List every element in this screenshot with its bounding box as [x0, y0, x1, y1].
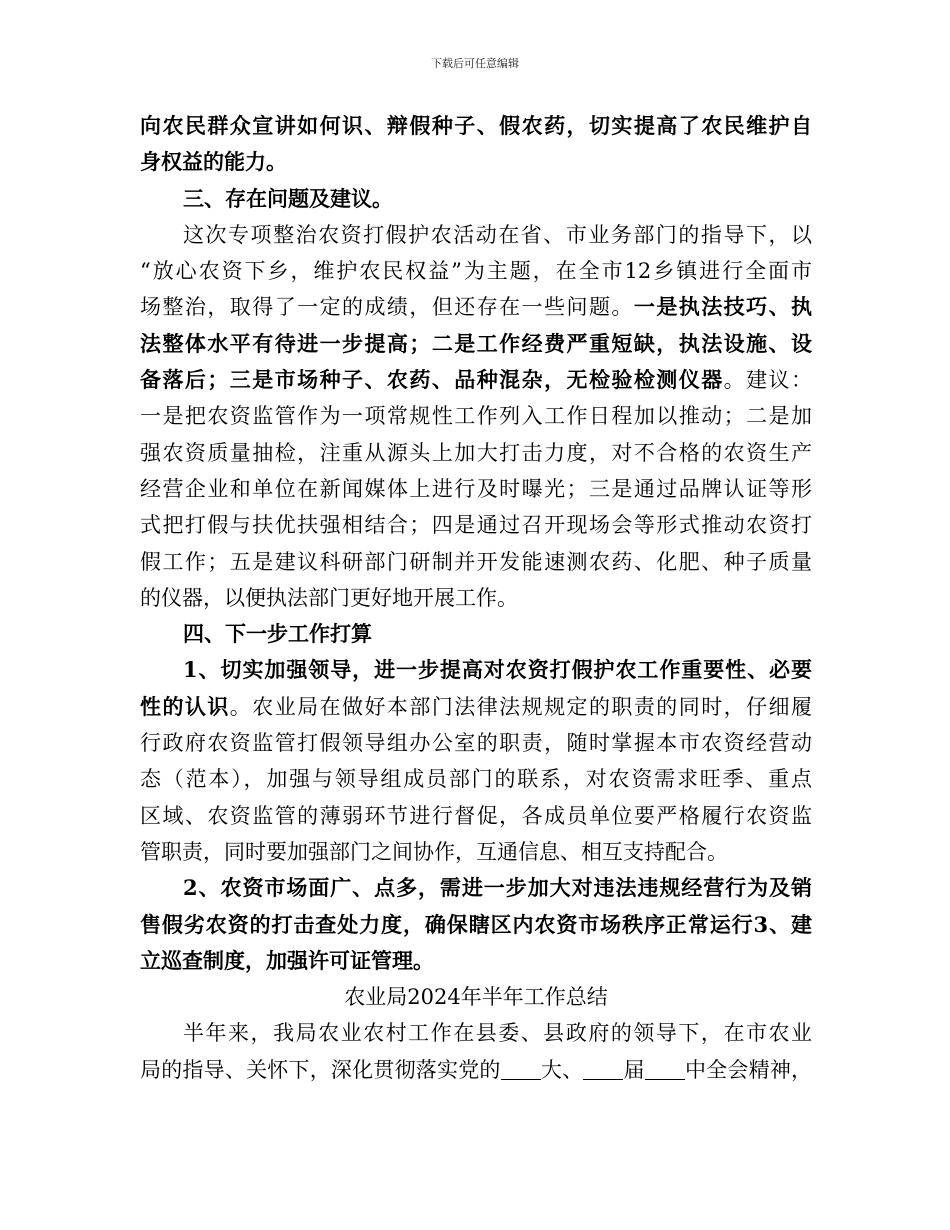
p2-line-5b: 。建议：: [723, 368, 813, 393]
blank-field: [645, 1061, 685, 1080]
p3-line-1: 1、切实加强领导，进一步提高对农资打假护农工作重要性、必要: [183, 657, 812, 683]
p2-line-1: 这次专项整治农资打假护农活动在省、市业务部门的指导下，以: [183, 222, 812, 247]
p3-line-3: 行政府农资监管打假领导组办公室的职责，随时掌握本市农资经营动: [140, 731, 812, 756]
p4-line-1: 2、农资市场面广、点多，需进一步加大对违法违规经营行为及销: [183, 875, 812, 901]
p2-line-3a: 场整治，取得了一定的成绩，但还存在一些问题。: [140, 295, 634, 320]
page-header: 下载后可任意编辑: [431, 57, 519, 70]
document-title: 农业局2024年半年工作总结: [344, 985, 608, 1010]
p2-line-7: 强农资质量抽检，注重从源头上加大打击力度，对不合格的农资生产: [140, 440, 812, 465]
document-body: [140, 108, 812, 1088]
p3-line-2b: 。农业局在做好本部门法律法规规定的职责的同时，仔细履: [229, 694, 813, 719]
p4-line-3: 立巡查制度，加强许可证管理。: [140, 947, 434, 973]
p5-line-2a: 局的指导、关怀下，深化贯彻落实党的: [140, 1057, 501, 1082]
p1-line-2: 身权益的能力。: [140, 149, 287, 175]
p5-line-2b: 大、: [540, 1057, 584, 1082]
p2-line-11: 的仪器，以便执法部门更好地开展工作。: [140, 585, 518, 610]
p2-line-10: 假工作；五是建议科研部门研制并开发能速测农药、化肥、种子质量: [140, 549, 812, 574]
blank-field: [583, 1061, 623, 1080]
p2-line-5a: 备落后；三是市场种子、农药、品种混杂，无检验检测仪器: [140, 367, 724, 393]
p2-line-5: [140, 362, 812, 398]
p3-line-5: 区域、农资监管的薄弱环节进行督促，各成员单位要严格履行农资监: [140, 803, 812, 828]
p4-line-2: 售假劣农资的打击查处力度，确保瞎区内农资市场秩序正常运行3、建: [140, 911, 812, 937]
p5-line-1: 半年来，我局农业农村工作在县委、县政府的领导下，在市农业: [183, 1021, 812, 1046]
p2-line-2: “放心农资下乡，维护农民权益”为主题，在全市12乡镇进行全面市: [140, 259, 812, 284]
blank-field: [501, 1061, 541, 1080]
section-heading-4: 四、下一步工作打算: [183, 621, 372, 647]
p3-line-6: 管职责，同时要加强部门之间协作，互通信息、相互支持配合。: [140, 839, 728, 864]
p5-line-2d: 中全会精神，: [684, 1057, 813, 1082]
p2-line-3: [140, 289, 812, 325]
section-heading-3: 三、存在问题及建议。: [183, 185, 393, 211]
p2-line-9: 式把打假与扶优扶强相结合；四是通过召开现场会等形式推动农资打: [140, 513, 812, 538]
p2-line-6: 一是把农资监管作为一项常规性工作列入工作日程加以推动；二是加: [140, 404, 812, 429]
p3-line-4: 态（范本），加强与领导组成员部门的联系，对农资需求旺季、重点: [140, 767, 812, 792]
p3-line-2: [140, 689, 812, 725]
p5-line-2c: 届: [623, 1057, 645, 1082]
p2-line-8: 经营企业和单位在新闻媒体上进行及时曝光；三是通过品牌认证等形: [140, 476, 812, 501]
p5-line-2: [140, 1052, 812, 1088]
p3-line-2a: 性的认识: [140, 693, 230, 719]
p2-line-4: 法整体水平有待进一步提高；二是工作经费严重短缺，执法设施、设: [140, 330, 812, 356]
p2-line-3b: 一是执法技巧、执: [633, 294, 813, 320]
p1-line-1: 向农民群众宣讲如何识、辩假种子、假农药，切实提高了农民维护自: [140, 113, 812, 138]
